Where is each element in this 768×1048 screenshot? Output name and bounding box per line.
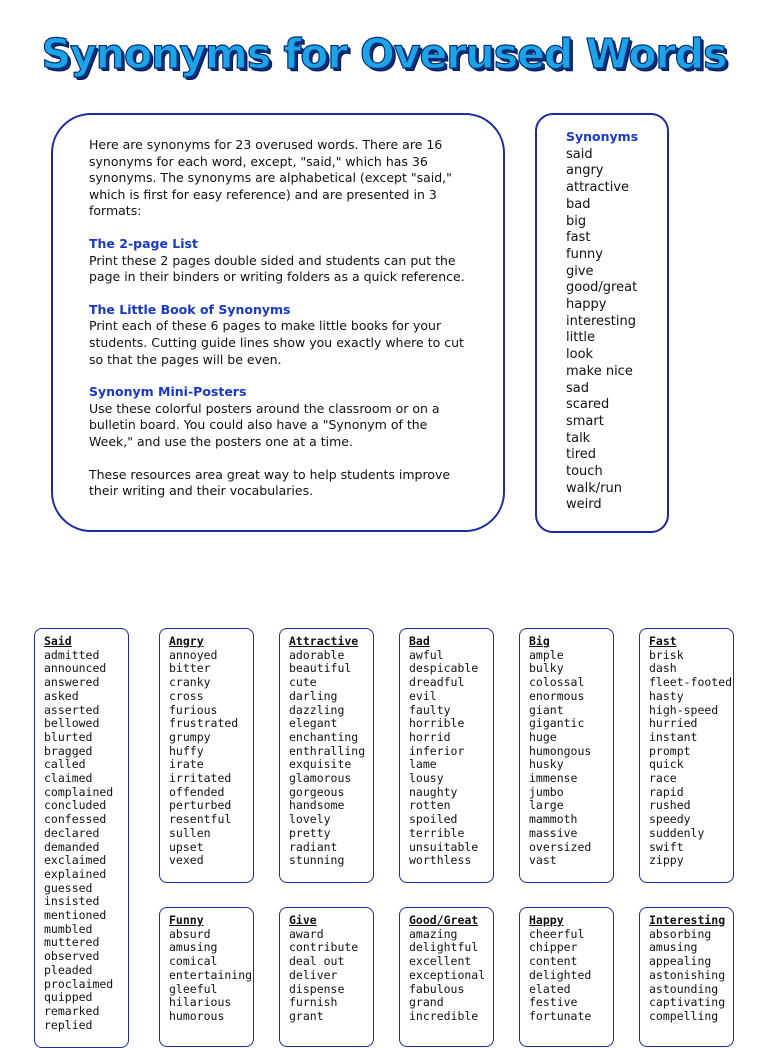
intro-box <box>51 113 505 532</box>
card-word: muttered <box>44 935 100 950</box>
card-word: deal out <box>289 954 345 969</box>
card-word: enthralling <box>289 743 366 758</box>
card-word: bellowed <box>44 716 100 731</box>
card-word: astonishing <box>649 967 726 982</box>
card-word: evil <box>409 688 437 703</box>
card-word: gigantic <box>529 716 585 731</box>
card-word: offended <box>169 784 225 799</box>
card-word: zippy <box>649 853 684 868</box>
card-word: answered <box>44 675 100 690</box>
card-word: instant <box>649 729 698 744</box>
card-word: grant <box>289 1008 324 1023</box>
card-word: handsome <box>289 798 345 813</box>
card-word: inferior <box>409 743 465 758</box>
card-word: elated <box>529 981 571 996</box>
card-word: terrible <box>409 825 465 840</box>
word-card-good-great <box>399 907 494 1047</box>
card-word: appealing <box>649 954 712 969</box>
card-word: fortunate <box>529 1008 592 1023</box>
card-word: immense <box>529 771 578 786</box>
card-word: prompt <box>649 743 691 758</box>
card-word: bitter <box>169 661 211 676</box>
card-word: unsuitable <box>409 839 479 854</box>
card-heading: Angry <box>169 634 204 648</box>
card-word: asked <box>44 688 79 703</box>
card-word: hasty <box>649 688 684 703</box>
card-word: stunning <box>289 853 345 868</box>
card-word: absorbing <box>649 926 712 941</box>
section-mini-posters <box>89 384 473 450</box>
card-word: horrible <box>409 716 465 731</box>
section-heading: Synonym Mini-Posters <box>89 384 247 400</box>
card-word: dreadful <box>409 675 465 690</box>
card-word: massive <box>529 825 578 840</box>
synonyms-list <box>566 147 667 514</box>
card-word: compelling <box>649 1008 719 1023</box>
synonym-index-item: sad <box>566 380 589 396</box>
card-word: frustrated <box>169 716 239 731</box>
synonyms-heading: Synonyms <box>566 129 639 144</box>
card-word: annoyed <box>169 647 218 662</box>
synonym-index-item: bad <box>566 196 591 212</box>
card-word: gorgeous <box>289 784 345 799</box>
card-word: resentful <box>169 812 232 827</box>
card-word: admitted <box>44 647 100 662</box>
synonym-index-item: scared <box>566 397 610 413</box>
card-word: delighted <box>529 967 592 982</box>
card-word: sullen <box>169 825 211 840</box>
card-word: entertaining <box>169 967 253 982</box>
synonym-index-item: attractive <box>566 180 630 196</box>
card-word: absurd <box>169 926 211 941</box>
card-word: oversized <box>529 839 592 854</box>
card-word: grumpy <box>169 729 211 744</box>
card-word: gleeful <box>169 981 218 996</box>
card-word: guessed <box>44 880 93 895</box>
card-word: lovely <box>289 812 331 827</box>
word-card-angry <box>159 628 254 883</box>
card-word: concluded <box>44 798 107 813</box>
card-word: brisk <box>649 647 684 662</box>
synonym-index-item: make nice <box>566 363 633 379</box>
card-word: confessed <box>44 812 107 827</box>
card-word: mentioned <box>44 908 107 923</box>
card-word: blurted <box>44 729 93 744</box>
card-word: amazing <box>409 926 458 941</box>
section-little-book <box>89 302 473 368</box>
card-word: lame <box>409 757 437 772</box>
card-word: replied <box>44 1017 93 1032</box>
card-word: rushed <box>649 798 691 813</box>
synonym-index-item: good/great <box>566 280 638 296</box>
card-word: ample <box>529 647 564 662</box>
card-word: complained <box>44 784 114 799</box>
card-word: race <box>649 771 677 786</box>
card-word: swift <box>649 839 684 854</box>
card-word: beautiful <box>289 661 352 676</box>
section-text: Use these colorful posters around the classroom or on a bulletin board. You could also have a "Synonym of the Week," and use the posters one at a time. <box>89 400 440 449</box>
card-word: worthless <box>409 853 472 868</box>
card-word: glamorous <box>289 771 352 786</box>
card-word: amusing <box>649 940 698 955</box>
word-card-funny <box>159 907 254 1047</box>
card-heading: Happy <box>529 913 564 927</box>
card-word: vexed <box>169 853 204 868</box>
card-word: darling <box>289 688 338 703</box>
word-card-big <box>519 628 614 883</box>
synonym-index-item: big <box>566 213 587 229</box>
card-word: adorable <box>289 647 345 662</box>
card-word: demanded <box>44 839 100 854</box>
synonym-index-item: happy <box>566 297 607 313</box>
card-word: grand <box>409 995 444 1010</box>
card-word: pretty <box>289 825 331 840</box>
card-word: irate <box>169 757 204 772</box>
card-word: hilarious <box>169 995 232 1010</box>
card-heading: Interesting <box>649 913 726 927</box>
synonym-index-item: angry <box>566 163 604 179</box>
card-word: jumbo <box>529 784 564 799</box>
card-word: cute <box>289 675 317 690</box>
card-word: upset <box>169 839 204 854</box>
synonym-index-item: weird <box>566 497 602 513</box>
card-word: despicable <box>409 661 479 676</box>
card-heading: Give <box>289 913 317 927</box>
synonym-index-item: give <box>566 263 594 279</box>
card-word: explained <box>44 866 107 881</box>
card-word: dazzling <box>289 702 345 717</box>
card-word: huffy <box>169 743 204 758</box>
card-word: dispense <box>289 981 345 996</box>
card-word: announced <box>44 661 107 676</box>
card-word: elegant <box>289 716 338 731</box>
section-heading: The Little Book of Synonyms <box>89 301 291 317</box>
card-word: delightful <box>409 940 479 955</box>
word-card-bad <box>399 628 494 883</box>
card-word: vast <box>529 853 557 868</box>
synonym-index-item: walk/run <box>566 480 622 496</box>
card-word: bragged <box>44 743 93 758</box>
card-word: asserted <box>44 702 100 717</box>
card-word: furnish <box>289 995 338 1010</box>
card-word: speedy <box>649 812 691 827</box>
card-word: husky <box>529 757 564 772</box>
card-word: lousy <box>409 771 444 786</box>
card-word: dash <box>649 661 677 676</box>
closing-paragraph: These resources area great way to help students improve their writing and their vocabularies. <box>89 466 451 499</box>
card-word: remarked <box>44 1003 100 1018</box>
card-word: called <box>44 757 86 772</box>
card-word: rotten <box>409 798 451 813</box>
card-word: furious <box>169 702 218 717</box>
card-word: large <box>529 798 564 813</box>
card-heading: Big <box>529 634 550 648</box>
card-word: high-speed <box>649 702 719 717</box>
card-word: exquisite <box>289 757 352 772</box>
card-word: humorous <box>169 1008 225 1023</box>
card-word: incredible <box>409 1008 479 1023</box>
card-word: enormous <box>529 688 585 703</box>
card-word: rapid <box>649 784 684 799</box>
synonym-index-item: said <box>566 146 593 162</box>
word-card-give <box>279 907 374 1047</box>
card-word: excellent <box>409 954 472 969</box>
page-title: Synonyms for Overused Words <box>41 30 727 78</box>
card-heading: Bad <box>409 634 430 648</box>
card-word: pleaded <box>44 962 93 977</box>
synonyms-index-box <box>535 113 669 533</box>
intro-paragraph: Here are synonyms for 23 overused words. There are 16 synonyms for each word, except, "said," which has 36 synonyms. The synonyms are alphabetical (except "said," which is first for easy reference) and are presented in 3 formats: <box>89 137 452 219</box>
card-word: horrid <box>409 729 451 744</box>
card-word: contribute <box>289 940 359 955</box>
card-heading: Good/Great <box>409 913 479 927</box>
synonym-index-item: touch <box>566 464 603 480</box>
card-word: cheerful <box>529 926 585 941</box>
card-word: naughty <box>409 784 458 799</box>
card-word: awful <box>409 647 444 662</box>
card-word: observed <box>44 949 100 964</box>
synonym-index-item: little <box>566 330 596 346</box>
card-word: amusing <box>169 940 218 955</box>
card-heading: Said <box>44 634 72 648</box>
card-word: humongous <box>529 743 592 758</box>
card-word: deliver <box>289 967 338 982</box>
card-word: spoiled <box>409 812 458 827</box>
card-word: giant <box>529 702 564 717</box>
card-word: hurried <box>649 716 698 731</box>
card-word: insisted <box>44 894 100 909</box>
card-word: radiant <box>289 839 338 854</box>
synonym-index-item: talk <box>566 430 591 446</box>
card-word: fabulous <box>409 981 465 996</box>
card-word: captivating <box>649 995 726 1010</box>
card-word: bulky <box>529 661 564 676</box>
section-text: Print these 2 pages double sided and students can put the page in their binders or writing folders as a quick reference. <box>89 252 465 285</box>
card-word: fleet-footed <box>649 675 733 690</box>
card-word: claimed <box>44 771 93 786</box>
synonym-index-item: tired <box>566 447 597 463</box>
card-word: quick <box>649 757 684 772</box>
card-word: content <box>529 954 578 969</box>
section-two-page-list <box>89 236 473 286</box>
synonym-index-item: fast <box>566 230 591 246</box>
card-word: declared <box>44 825 100 840</box>
card-word: faulty <box>409 702 451 717</box>
card-word: mumbled <box>44 921 93 936</box>
synonym-index-item: look <box>566 347 594 363</box>
card-word: huge <box>529 729 557 744</box>
synonym-index-item: smart <box>566 413 604 429</box>
synonym-index-item: interesting <box>566 313 636 329</box>
card-heading: Fast <box>649 634 677 648</box>
card-heading: Attractive <box>289 634 359 648</box>
card-word: cross <box>169 688 204 703</box>
word-card-interesting <box>639 907 734 1047</box>
card-word: exceptional <box>409 967 486 982</box>
section-heading: The 2-page List <box>89 235 198 251</box>
card-word: festive <box>529 995 578 1010</box>
card-word: exclaimed <box>44 853 107 868</box>
card-word: enchanting <box>289 729 359 744</box>
card-word: colossal <box>529 675 585 690</box>
card-word: chipper <box>529 940 578 955</box>
section-text: Print each of these 6 pages to make little books for your students. Cutting guide lines show you exactly where to cut so that the pages will be even. <box>89 318 464 367</box>
card-word: cranky <box>169 675 211 690</box>
word-card-fast <box>639 628 734 883</box>
word-card-attractive <box>279 628 374 883</box>
card-word: irritated <box>169 771 232 786</box>
card-word: quipped <box>44 990 93 1005</box>
word-card-said <box>34 628 129 1048</box>
word-card-happy <box>519 907 614 1047</box>
card-word: astounding <box>649 981 719 996</box>
synonym-index-item: funny <box>566 246 603 262</box>
card-word: mammoth <box>529 812 578 827</box>
card-word: comical <box>169 954 218 969</box>
card-word: proclaimed <box>44 976 114 991</box>
card-word: perturbed <box>169 798 232 813</box>
card-word: award <box>289 926 324 941</box>
card-word: suddenly <box>649 825 705 840</box>
card-heading: Funny <box>169 913 204 927</box>
